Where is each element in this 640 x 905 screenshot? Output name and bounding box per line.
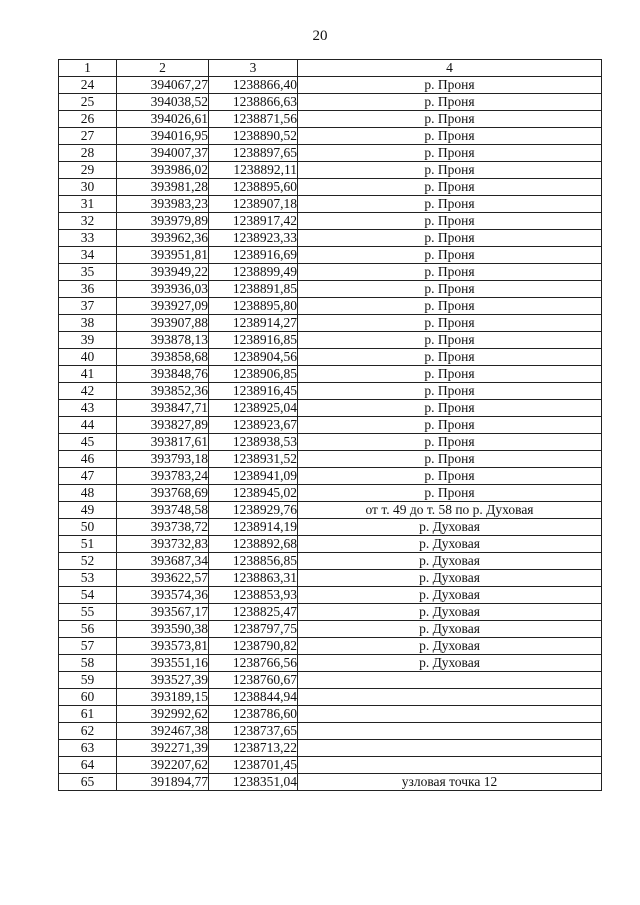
table-header-row	[59, 60, 602, 77]
cell-point-number: 39	[59, 332, 117, 349]
cell-description: р. Проня	[298, 400, 602, 417]
table-row	[59, 757, 602, 774]
table-row	[59, 604, 602, 621]
cell-description: р. Проня	[298, 264, 602, 281]
cell-description: р. Проня	[298, 162, 602, 179]
cell-description: р. Проня	[298, 145, 602, 162]
table-row	[59, 451, 602, 468]
cell-description: р. Проня	[298, 485, 602, 502]
cell-coordinate-y: 1238701,45	[209, 757, 298, 774]
cell-coordinate-x: 393590,38	[117, 621, 209, 638]
cell-description: р. Проня	[298, 281, 602, 298]
cell-point-number: 35	[59, 264, 117, 281]
cell-point-number: 32	[59, 213, 117, 230]
table-row	[59, 162, 602, 179]
table-row	[59, 638, 602, 655]
cell-coordinate-y: 1238760,67	[209, 672, 298, 689]
cell-point-number: 55	[59, 604, 117, 621]
table-row	[59, 621, 602, 638]
cell-description: р. Проня	[298, 298, 602, 315]
cell-description	[298, 757, 602, 774]
table-row	[59, 315, 602, 332]
cell-point-number: 30	[59, 179, 117, 196]
table-row	[59, 774, 602, 791]
table-row	[59, 587, 602, 604]
table-row	[59, 536, 602, 553]
cell-coordinate-y: 1238895,80	[209, 298, 298, 315]
cell-coordinate-y: 1238863,31	[209, 570, 298, 587]
cell-coordinate-x: 392467,38	[117, 723, 209, 740]
cell-description: р. Проня	[298, 247, 602, 264]
table-row	[59, 706, 602, 723]
cell-point-number: 37	[59, 298, 117, 315]
cell-coordinate-y: 1238786,60	[209, 706, 298, 723]
cell-point-number: 60	[59, 689, 117, 706]
cell-coordinate-x: 393878,13	[117, 332, 209, 349]
cell-coordinate-y: 1238907,18	[209, 196, 298, 213]
cell-description: от т. 49 до т. 58 по р. Духовая	[298, 502, 602, 519]
cell-point-number: 58	[59, 655, 117, 672]
cell-point-number: 52	[59, 553, 117, 570]
cell-coordinate-x: 393848,76	[117, 366, 209, 383]
cell-coordinate-x: 393847,71	[117, 400, 209, 417]
cell-coordinate-x: 393936,03	[117, 281, 209, 298]
cell-coordinate-y: 1238906,85	[209, 366, 298, 383]
table-row	[59, 145, 602, 162]
cell-coordinate-x: 394026,61	[117, 111, 209, 128]
cell-point-number: 44	[59, 417, 117, 434]
cell-description: р. Проня	[298, 196, 602, 213]
cell-coordinate-y: 1238923,67	[209, 417, 298, 434]
cell-coordinate-y: 1238897,65	[209, 145, 298, 162]
cell-coordinate-y: 1238737,65	[209, 723, 298, 740]
cell-point-number: 57	[59, 638, 117, 655]
cell-point-number: 26	[59, 111, 117, 128]
cell-point-number: 31	[59, 196, 117, 213]
table-row	[59, 111, 602, 128]
cell-coordinate-x: 393687,34	[117, 553, 209, 570]
table-row	[59, 689, 602, 706]
cell-description: р. Проня	[298, 94, 602, 111]
cell-coordinate-x: 393962,36	[117, 230, 209, 247]
cell-point-number: 27	[59, 128, 117, 145]
cell-coordinate-x: 393951,81	[117, 247, 209, 264]
cell-point-number: 24	[59, 77, 117, 94]
table-row	[59, 179, 602, 196]
table-row	[59, 77, 602, 94]
cell-coordinate-y: 1238351,04	[209, 774, 298, 791]
cell-coordinate-y: 1238916,69	[209, 247, 298, 264]
table-row	[59, 366, 602, 383]
cell-coordinate-x: 393817,61	[117, 434, 209, 451]
column-header-x: 2	[117, 60, 209, 77]
cell-coordinate-y: 1238904,56	[209, 349, 298, 366]
cell-point-number: 41	[59, 366, 117, 383]
cell-coordinate-y: 1238892,11	[209, 162, 298, 179]
table-row	[59, 519, 602, 536]
cell-description: р. Проня	[298, 111, 602, 128]
cell-coordinate-y: 1238713,22	[209, 740, 298, 757]
cell-coordinate-x: 393981,28	[117, 179, 209, 196]
table-row	[59, 400, 602, 417]
cell-coordinate-y: 1238825,47	[209, 604, 298, 621]
cell-coordinate-x: 394067,27	[117, 77, 209, 94]
cell-coordinate-y: 1238941,09	[209, 468, 298, 485]
column-header-description: 4	[298, 60, 602, 77]
table-row	[59, 298, 602, 315]
cell-point-number: 33	[59, 230, 117, 247]
table-row	[59, 196, 602, 213]
table-row	[59, 672, 602, 689]
cell-coordinate-x: 393983,23	[117, 196, 209, 213]
cell-point-number: 61	[59, 706, 117, 723]
cell-coordinate-x: 394007,37	[117, 145, 209, 162]
cell-point-number: 62	[59, 723, 117, 740]
cell-description: р. Проня	[298, 128, 602, 145]
cell-coordinate-x: 393852,36	[117, 383, 209, 400]
cell-description: р. Духовая	[298, 638, 602, 655]
cell-description: р. Духовая	[298, 536, 602, 553]
cell-coordinate-y: 1238797,75	[209, 621, 298, 638]
cell-point-number: 36	[59, 281, 117, 298]
cell-description: р. Проня	[298, 179, 602, 196]
cell-coordinate-x: 393573,81	[117, 638, 209, 655]
cell-description: р. Духовая	[298, 604, 602, 621]
cell-coordinate-y: 1238923,33	[209, 230, 298, 247]
cell-coordinate-x: 393927,09	[117, 298, 209, 315]
table-row	[59, 94, 602, 111]
cell-point-number: 29	[59, 162, 117, 179]
cell-description: р. Проня	[298, 315, 602, 332]
cell-description: р. Духовая	[298, 655, 602, 672]
cell-point-number: 48	[59, 485, 117, 502]
cell-point-number: 46	[59, 451, 117, 468]
cell-coordinate-x: 392207,62	[117, 757, 209, 774]
cell-point-number: 34	[59, 247, 117, 264]
cell-coordinate-y: 1238853,93	[209, 587, 298, 604]
table-body	[59, 77, 602, 791]
table-row	[59, 485, 602, 502]
cell-coordinate-x: 393907,88	[117, 315, 209, 332]
column-header-y: 3	[209, 60, 298, 77]
table-row	[59, 553, 602, 570]
cell-description	[298, 723, 602, 740]
cell-description: р. Проня	[298, 434, 602, 451]
table-row	[59, 349, 602, 366]
cell-coordinate-y: 1238856,85	[209, 553, 298, 570]
cell-coordinate-x: 394038,52	[117, 94, 209, 111]
cell-coordinate-x: 393732,83	[117, 536, 209, 553]
cell-point-number: 56	[59, 621, 117, 638]
cell-point-number: 25	[59, 94, 117, 111]
cell-description: р. Духовая	[298, 570, 602, 587]
table-row	[59, 740, 602, 757]
cell-description: р. Проня	[298, 230, 602, 247]
cell-coordinate-y: 1238945,02	[209, 485, 298, 502]
cell-coordinate-x: 393827,89	[117, 417, 209, 434]
cell-description: р. Духовая	[298, 621, 602, 638]
cell-point-number: 49	[59, 502, 117, 519]
cell-coordinate-y: 1238866,63	[209, 94, 298, 111]
cell-description: узловая точка 12	[298, 774, 602, 791]
cell-coordinate-x: 393189,15	[117, 689, 209, 706]
cell-coordinate-y: 1238914,19	[209, 519, 298, 536]
table-row	[59, 264, 602, 281]
cell-description: р. Проня	[298, 77, 602, 94]
cell-point-number: 38	[59, 315, 117, 332]
cell-description: р. Духовая	[298, 553, 602, 570]
table-row	[59, 723, 602, 740]
cell-coordinate-x: 393567,17	[117, 604, 209, 621]
cell-coordinate-y: 1238891,85	[209, 281, 298, 298]
cell-description: р. Проня	[298, 417, 602, 434]
cell-coordinate-y: 1238917,42	[209, 213, 298, 230]
cell-coordinate-x: 393622,57	[117, 570, 209, 587]
cell-coordinate-x: 394016,95	[117, 128, 209, 145]
cell-point-number: 50	[59, 519, 117, 536]
cell-point-number: 51	[59, 536, 117, 553]
cell-coordinate-x: 393783,24	[117, 468, 209, 485]
cell-description	[298, 740, 602, 757]
cell-coordinate-x: 393738,72	[117, 519, 209, 536]
cell-point-number: 47	[59, 468, 117, 485]
cell-coordinate-x: 391894,77	[117, 774, 209, 791]
cell-point-number: 42	[59, 383, 117, 400]
cell-coordinate-x: 393551,16	[117, 655, 209, 672]
cell-coordinate-y: 1238892,68	[209, 536, 298, 553]
table-row	[59, 230, 602, 247]
cell-point-number: 63	[59, 740, 117, 757]
table-row	[59, 417, 602, 434]
cell-description: р. Проня	[298, 451, 602, 468]
table-row	[59, 128, 602, 145]
cell-point-number: 45	[59, 434, 117, 451]
cell-coordinate-x: 393979,89	[117, 213, 209, 230]
table-row	[59, 434, 602, 451]
cell-description	[298, 672, 602, 689]
cell-coordinate-y: 1238895,60	[209, 179, 298, 196]
cell-coordinate-y: 1238914,27	[209, 315, 298, 332]
cell-point-number: 28	[59, 145, 117, 162]
table-row	[59, 281, 602, 298]
cell-point-number: 54	[59, 587, 117, 604]
cell-coordinate-x: 392992,62	[117, 706, 209, 723]
cell-point-number: 43	[59, 400, 117, 417]
table-row	[59, 247, 602, 264]
cell-coordinate-x: 393949,22	[117, 264, 209, 281]
cell-coordinate-x: 392271,39	[117, 740, 209, 757]
cell-point-number: 53	[59, 570, 117, 587]
cell-description: р. Проня	[298, 349, 602, 366]
table-row	[59, 213, 602, 230]
table-row	[59, 332, 602, 349]
cell-description	[298, 689, 602, 706]
table-row	[59, 383, 602, 400]
cell-coordinate-y: 1238916,45	[209, 383, 298, 400]
cell-point-number: 40	[59, 349, 117, 366]
column-header-point: 1	[59, 60, 117, 77]
table-row	[59, 468, 602, 485]
cell-description: р. Проня	[298, 213, 602, 230]
cell-description: р. Духовая	[298, 587, 602, 604]
cell-coordinate-y: 1238790,82	[209, 638, 298, 655]
cell-coordinate-x: 393527,39	[117, 672, 209, 689]
cell-coordinate-x: 393793,18	[117, 451, 209, 468]
cell-description: р. Духовая	[298, 519, 602, 536]
cell-coordinate-x: 393768,69	[117, 485, 209, 502]
cell-coordinate-y: 1238938,53	[209, 434, 298, 451]
cell-coordinate-y: 1238925,04	[209, 400, 298, 417]
cell-coordinate-x: 393858,68	[117, 349, 209, 366]
cell-description: р. Проня	[298, 332, 602, 349]
table-row	[59, 502, 602, 519]
cell-coordinate-y: 1238929,76	[209, 502, 298, 519]
cell-coordinate-y: 1238931,52	[209, 451, 298, 468]
cell-coordinate-y: 1238844,94	[209, 689, 298, 706]
cell-coordinate-y: 1238916,85	[209, 332, 298, 349]
cell-coordinate-x: 393986,02	[117, 162, 209, 179]
cell-description: р. Проня	[298, 468, 602, 485]
table-row	[59, 655, 602, 672]
cell-coordinate-y: 1238766,56	[209, 655, 298, 672]
page-number: 20	[312, 28, 328, 44]
cell-point-number: 59	[59, 672, 117, 689]
cell-description: р. Проня	[298, 383, 602, 400]
cell-point-number: 65	[59, 774, 117, 791]
cell-coordinate-x: 393574,36	[117, 587, 209, 604]
cell-coordinate-y: 1238866,40	[209, 77, 298, 94]
cell-coordinate-x: 393748,58	[117, 502, 209, 519]
cell-coordinate-y: 1238871,56	[209, 111, 298, 128]
cell-description	[298, 706, 602, 723]
cell-coordinate-y: 1238899,49	[209, 264, 298, 281]
cell-coordinate-y: 1238890,52	[209, 128, 298, 145]
cell-description: р. Проня	[298, 366, 602, 383]
table-row	[59, 570, 602, 587]
cell-point-number: 64	[59, 757, 117, 774]
coordinates-table	[58, 59, 602, 791]
